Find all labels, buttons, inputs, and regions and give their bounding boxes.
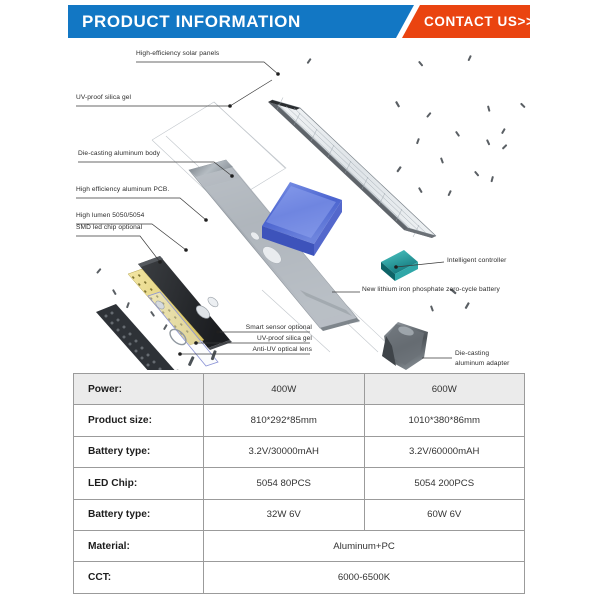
aluminum-adapter-graphic xyxy=(382,322,428,370)
label-adapter-line1: Die-casting xyxy=(455,350,490,357)
table-cell-value: 6000-6500K xyxy=(204,562,525,593)
table-row xyxy=(74,405,525,436)
table-cell-value: 60W 6V xyxy=(364,499,525,530)
table-row-label: CCT: xyxy=(74,562,204,593)
table-row-label: Battery type: xyxy=(74,436,204,467)
table-row-label: Product size: xyxy=(74,405,204,436)
header-banner xyxy=(68,5,535,38)
table-row xyxy=(74,530,525,561)
label-lithium-battery: New lithium iron phosphate zero-cycle battery xyxy=(362,286,500,293)
label-aluminum-pcb: High efficiency aluminum PCB. xyxy=(76,186,170,193)
table-row xyxy=(74,562,525,593)
table-row xyxy=(74,468,525,499)
table-cell-value: 400W xyxy=(204,374,365,405)
label-solar-panels: High-efficiency solar panels xyxy=(136,50,220,57)
page-title: PRODUCT INFORMATION xyxy=(82,12,301,31)
table-row xyxy=(74,436,525,467)
label-anti-uv-lens: Anti-UV optical lens xyxy=(252,346,312,353)
table-row-label: LED Chip: xyxy=(74,468,204,499)
table-cell-value: 1010*380*86mm xyxy=(364,405,525,436)
table-row-label: Material: xyxy=(74,530,204,561)
label-uv-silica-gel-bottom: UV-proof silica gel xyxy=(256,335,312,342)
table-cell-value: 3.2V/60000mAH xyxy=(364,436,525,467)
table-row-label: Power: xyxy=(74,374,204,405)
label-smd-chip-line2: SMD led chip optional xyxy=(76,224,143,231)
table-cell-value: Aluminum+PC xyxy=(204,530,525,561)
table-cell-value: 600W xyxy=(364,374,525,405)
label-smart-sensor: Smart sensor optional xyxy=(245,324,312,331)
diagram-illustration xyxy=(0,40,600,370)
table-cell-value: 810*292*85mm xyxy=(204,405,365,436)
label-adapter-line2: aluminum adapter xyxy=(455,360,510,367)
specification-table xyxy=(73,373,525,594)
table-cell-value: 5054 200PCS xyxy=(364,468,525,499)
table-cell-value: 5054 80PCS xyxy=(204,468,365,499)
table-row-label: Battery type: xyxy=(74,499,204,530)
specification-table-body xyxy=(74,374,525,594)
table-cell-value: 32W 6V xyxy=(204,499,365,530)
table-row xyxy=(74,499,525,530)
label-intelligent-controller: Intelligent controller xyxy=(447,257,507,264)
contact-us-button[interactable]: CONTACT US>> xyxy=(424,14,535,29)
table-cell-value: 3.2V/30000mAH xyxy=(204,436,365,467)
label-smd-chip-line1: High lumen 5050/5054 xyxy=(76,212,145,219)
table-row xyxy=(74,374,525,405)
label-die-casting-body: Die-casting aluminum body xyxy=(78,150,161,157)
label-uv-silica-gel-top: UV-proof silica gel xyxy=(76,94,132,101)
product-exploded-diagram xyxy=(0,40,600,370)
